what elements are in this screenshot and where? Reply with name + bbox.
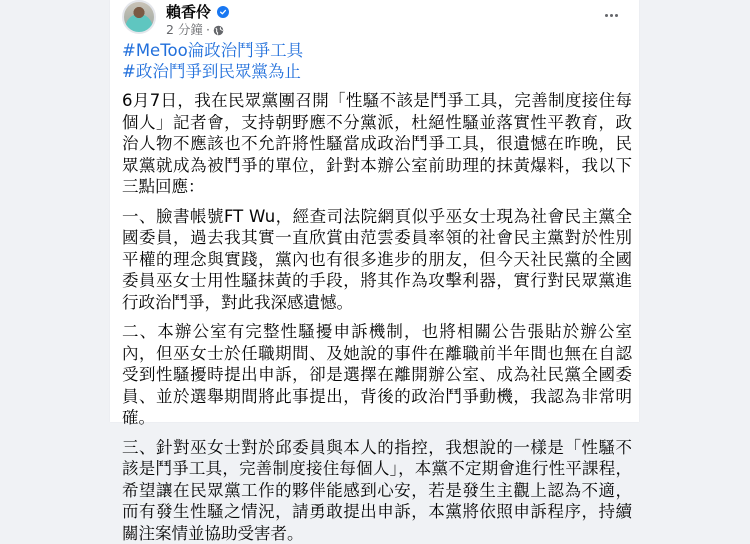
verified-badge-icon [217, 6, 229, 18]
post-meta [166, 20, 224, 38]
more-horizontal-icon [605, 14, 618, 17]
author-avatar[interactable] [122, 0, 156, 34]
meta-separator: · [206, 22, 210, 37]
hashtag-list [122, 40, 632, 82]
post-paragraph-point-2: 二、本辦公室有完整性騷擾申訴機制，也將相關公告張貼於辦公室內，但巫女士於任職期間、及她說的事件在離職前半年間也無在自認受到性騷擾時提出申訴，卻是選擇在離開辦公室、成為社民黨全國委員、並於選舉期間將此事提出，背後的政治鬥爭動機，我認為非常明確。 [122, 321, 632, 429]
globe-icon[interactable] [213, 24, 224, 35]
hashtag-link[interactable]: #MeToo淪政治鬥爭工具 [122, 40, 632, 61]
post-header [122, 0, 639, 40]
post-card [110, 0, 639, 422]
post-paragraph-point-1: 一、臉書帳號FT Wu，經查司法院網頁似乎巫女士現為社會民主黨全國委員，過去我其實一直欣賞由范雲委員率領的社會民主黨對於性別平權的理念與實踐，黨內也有很多進步的朋友，但今天社民黨的全國委員巫女士用性騷抹黃的手段，將其作為攻擊利器，實行對民眾黨進行政治鬥爭，對此我深感遺憾。 [122, 206, 632, 314]
author-name[interactable]: 賴香伶 [166, 1, 211, 22]
post-timestamp[interactable]: 2 分鐘 [166, 20, 203, 38]
more-options-button[interactable] [597, 4, 625, 26]
post-paragraph-intro: 6月7日，我在民眾黨團召開「性騷不該是鬥爭工具，完善制度接住每個人」記者會，支持朝野應不分黨派，杜絕性騷並落實性平教育，政治人物不應該也不允許將性騷當成政治鬥爭工具，很遺憾在昨晚，民眾黨就成為被鬥爭的單位，針對本辦公室前助理的抹黃爆料，我以下三點回應： [122, 90, 632, 198]
post-paragraph-point-3: 三、針對巫女士對於邱委員與本人的指控，我想說的一樣是「性騷不該是鬥爭工具，完善制度接住每個人」，本黨不定期會進行性平課程，希望讓在民眾黨工作的夥伴能感到心安，若是發生主觀上認為不適，而有發生性騷之情況，請勇敢提出申訴，本黨將依照申訴程序，持續關注案情並協助受害者。 [122, 437, 632, 544]
author-name-row [166, 1, 229, 22]
post-body [122, 40, 632, 544]
hashtag-link[interactable]: #政治鬥爭到民眾黨為止 [122, 61, 632, 82]
